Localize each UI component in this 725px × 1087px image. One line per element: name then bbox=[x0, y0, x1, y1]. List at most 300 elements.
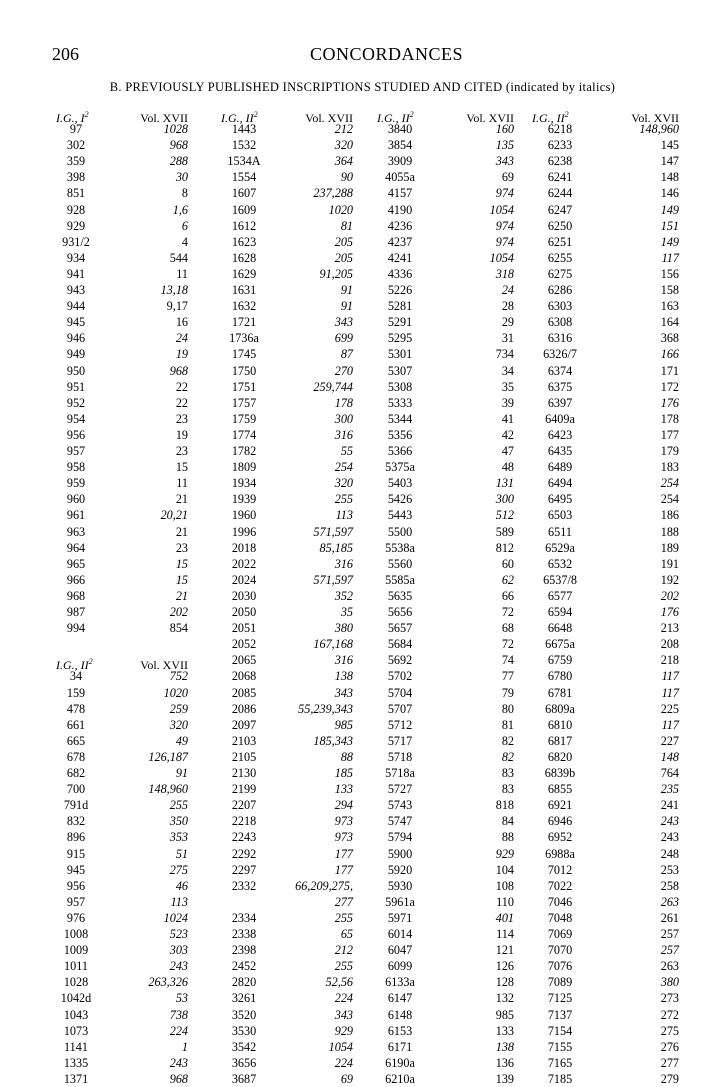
table-row bbox=[532, 974, 679, 990]
table-row bbox=[377, 990, 514, 1006]
table-row bbox=[377, 1039, 514, 1055]
ig-number: 302 bbox=[66, 138, 86, 153]
vol-reference: 191 bbox=[660, 556, 679, 571]
ig-number: 2018 bbox=[231, 540, 257, 555]
vol-reference: 126,187 bbox=[148, 749, 188, 764]
ig-number: 1751 bbox=[231, 379, 257, 394]
ig-number: 5727 bbox=[387, 782, 413, 797]
ig-number: 4241 bbox=[387, 250, 413, 265]
ig-number: 7155 bbox=[547, 1039, 573, 1054]
table-row bbox=[221, 685, 353, 701]
vol-reference: 188 bbox=[660, 524, 679, 539]
table-row bbox=[221, 282, 353, 298]
vol-reference: 350 bbox=[169, 814, 188, 829]
ig-number: 7125 bbox=[547, 991, 573, 1006]
table-row bbox=[377, 1007, 514, 1023]
vol-reference: 21 bbox=[175, 524, 188, 539]
vol-reference: 133 bbox=[495, 1023, 514, 1038]
ig-number: 6820 bbox=[547, 749, 573, 764]
vol-reference: 320 bbox=[334, 138, 353, 153]
vol-reference: 738 bbox=[169, 1007, 188, 1022]
table-row bbox=[532, 797, 679, 813]
vol-reference: 113 bbox=[170, 894, 188, 909]
vol-reference: 854 bbox=[169, 621, 188, 636]
vol-reference: 62 bbox=[501, 572, 514, 587]
ig-number: 4336 bbox=[387, 266, 413, 281]
vol-reference: 1,6 bbox=[172, 202, 188, 217]
table-row bbox=[221, 572, 353, 588]
ig-number: 1721 bbox=[231, 315, 257, 330]
ig-number: 7046 bbox=[547, 894, 573, 909]
table-row bbox=[377, 588, 514, 604]
vol-reference: 352 bbox=[334, 588, 353, 603]
ig-number: 963 bbox=[66, 524, 86, 539]
ig-number: 7185 bbox=[547, 1071, 573, 1086]
ig-number: 6247 bbox=[547, 202, 573, 217]
vol-reference: 148 bbox=[660, 170, 679, 185]
ig-number: 1934 bbox=[231, 476, 257, 491]
table-row bbox=[221, 250, 353, 266]
table-row bbox=[56, 958, 188, 974]
vol-reference: 84 bbox=[501, 814, 514, 829]
table-row bbox=[377, 379, 514, 395]
table-row bbox=[532, 813, 679, 829]
table-row bbox=[56, 749, 188, 765]
ig-number: 1008 bbox=[63, 927, 89, 941]
table-row bbox=[532, 475, 679, 491]
table-row bbox=[56, 540, 188, 556]
table-row bbox=[56, 620, 188, 636]
table-row bbox=[377, 250, 514, 266]
vol-reference: 117 bbox=[661, 669, 679, 684]
table-row bbox=[377, 652, 514, 668]
table-row bbox=[532, 540, 679, 556]
table-row bbox=[377, 749, 514, 765]
table-row bbox=[532, 1055, 679, 1071]
vol-reference: 128 bbox=[495, 975, 514, 990]
ig-number: 6495 bbox=[547, 492, 573, 507]
vol-reference: 72 bbox=[501, 605, 514, 619]
vol-reference: 21 bbox=[175, 588, 188, 603]
ig-number: 5585a bbox=[385, 572, 415, 587]
table-row bbox=[377, 942, 514, 958]
vol-reference: 320 bbox=[169, 717, 188, 732]
vol-reference: 126 bbox=[495, 959, 514, 974]
ig-number: 5900 bbox=[387, 846, 413, 861]
ig-number: 5692 bbox=[387, 653, 413, 668]
vol-reference: 69 bbox=[501, 170, 514, 185]
ig-header: I.G., $II^2$ bbox=[377, 110, 414, 125]
table-row bbox=[377, 620, 514, 636]
ig-number: 5920 bbox=[387, 862, 413, 877]
vol-reference: 1054 bbox=[489, 202, 514, 217]
ig-number: 2052 bbox=[231, 637, 257, 652]
vol-reference: 29 bbox=[501, 315, 514, 330]
table-row bbox=[532, 990, 679, 1006]
table-row bbox=[221, 781, 353, 797]
ig-number: 5308 bbox=[387, 379, 413, 394]
table-row bbox=[377, 491, 514, 507]
ig-number: 5712 bbox=[387, 717, 413, 732]
table-row bbox=[532, 636, 679, 652]
ig-number: 6529a bbox=[545, 540, 575, 555]
ig-number: 6190a bbox=[385, 1055, 415, 1070]
table-row bbox=[56, 701, 188, 717]
table-row bbox=[221, 459, 353, 475]
table-row bbox=[532, 765, 679, 781]
table-row bbox=[56, 668, 188, 684]
table-row bbox=[532, 846, 679, 862]
vol-reference: 343 bbox=[334, 1007, 353, 1022]
ig-number: 2103 bbox=[231, 733, 257, 748]
vol-reference: 8 bbox=[181, 186, 188, 201]
vol-reference: 177 bbox=[334, 862, 353, 877]
vol-reference: 227 bbox=[660, 733, 679, 748]
ig-number: 1073 bbox=[63, 1023, 89, 1038]
ig-number: 851 bbox=[66, 186, 86, 201]
table-row bbox=[221, 411, 353, 427]
table-row bbox=[377, 459, 514, 475]
ig-number: 950 bbox=[66, 363, 86, 378]
vol-reference: 224 bbox=[334, 991, 353, 1006]
vol-reference: 699 bbox=[334, 331, 353, 346]
ig-number: 6952 bbox=[547, 830, 573, 845]
ig-number: 1736a bbox=[229, 331, 259, 346]
vol-reference: 255 bbox=[334, 959, 353, 974]
table-row bbox=[532, 185, 679, 201]
table-row bbox=[532, 958, 679, 974]
vol-reference: 51 bbox=[175, 846, 188, 861]
vol-reference: 272 bbox=[660, 1007, 679, 1022]
table-row bbox=[56, 411, 188, 427]
vol-reference: 135 bbox=[495, 138, 514, 153]
vol-reference: 68 bbox=[501, 621, 514, 636]
vol-reference: 571,597 bbox=[313, 524, 353, 539]
ig-number: 6255 bbox=[547, 250, 573, 265]
vol-reference: 818 bbox=[495, 798, 514, 813]
table-row bbox=[377, 540, 514, 556]
table-row bbox=[221, 266, 353, 282]
ig-number: 943 bbox=[66, 283, 86, 297]
ig-number: 896 bbox=[66, 830, 86, 845]
vol-reference: 544 bbox=[169, 250, 188, 265]
table-row bbox=[377, 363, 514, 379]
vol-reference: 353 bbox=[169, 830, 188, 845]
table-row bbox=[221, 169, 353, 185]
vol-reference: 85,185 bbox=[319, 540, 353, 555]
vol-reference: 30 bbox=[175, 170, 188, 185]
ig-number: 6375 bbox=[547, 379, 573, 394]
vol-reference: 138 bbox=[334, 669, 353, 684]
table-row bbox=[377, 958, 514, 974]
vol-reference: 4 bbox=[181, 234, 188, 249]
vol-reference: 294 bbox=[334, 798, 353, 813]
vol-header: Vol. XVII bbox=[305, 111, 353, 125]
ig-number: 6244 bbox=[547, 186, 573, 201]
vol-reference: 973 bbox=[334, 814, 353, 829]
ig-number: 1609 bbox=[231, 202, 257, 217]
vol-reference: 205 bbox=[334, 234, 353, 249]
vol-reference: 254 bbox=[660, 476, 679, 491]
ig-number: 6921 bbox=[547, 798, 573, 813]
vol-reference: 225 bbox=[660, 701, 679, 716]
table-row bbox=[56, 121, 188, 137]
table-row bbox=[532, 926, 679, 942]
vol-reference: 300 bbox=[334, 411, 353, 426]
ig-number: 6133a bbox=[385, 975, 415, 990]
ig-number: 6250 bbox=[547, 218, 573, 233]
ig-number: 3909 bbox=[387, 154, 413, 169]
ig-number: 5707 bbox=[387, 701, 413, 716]
ig-number: 5344 bbox=[387, 411, 413, 426]
ig-number: 6047 bbox=[387, 943, 413, 958]
vol-reference: 178 bbox=[660, 411, 679, 426]
table-row bbox=[377, 475, 514, 491]
ig-number: 5375a bbox=[385, 460, 415, 475]
vol-reference: 273 bbox=[660, 991, 679, 1006]
table-row bbox=[56, 974, 188, 990]
ig-number: 1612 bbox=[231, 218, 257, 233]
ig-number: 7089 bbox=[547, 975, 573, 990]
ig-number: 5356 bbox=[387, 427, 413, 442]
vol-reference: 929 bbox=[495, 846, 514, 861]
ig-number: 2334 bbox=[231, 910, 257, 925]
table-row bbox=[532, 218, 679, 234]
table-row bbox=[56, 1071, 188, 1087]
ig-number: 3840 bbox=[387, 122, 413, 136]
table-row bbox=[532, 1007, 679, 1023]
vol-reference: 241 bbox=[660, 798, 679, 813]
vol-reference: 132 bbox=[495, 991, 514, 1006]
ig-number: 1443 bbox=[231, 122, 257, 136]
table-row bbox=[221, 298, 353, 314]
vol-reference: 110 bbox=[496, 894, 514, 909]
ig-number: 2085 bbox=[231, 685, 257, 700]
vol-reference: 255 bbox=[334, 492, 353, 507]
ig-number: 6397 bbox=[547, 395, 573, 410]
vol-reference: 985 bbox=[334, 717, 353, 732]
vol-reference: 512 bbox=[495, 508, 514, 523]
ig-number: 6594 bbox=[547, 605, 573, 619]
vol-reference: 49 bbox=[175, 733, 188, 748]
vol-reference: 259,744 bbox=[313, 379, 353, 394]
table-row bbox=[221, 829, 353, 845]
ig-number: 3854 bbox=[387, 138, 413, 153]
table-row bbox=[221, 524, 353, 540]
vol-reference: 968 bbox=[169, 363, 188, 378]
table-row bbox=[532, 137, 679, 153]
vol-reference: 243 bbox=[169, 959, 188, 974]
table-row bbox=[377, 1071, 514, 1087]
vol-reference: 929 bbox=[334, 1023, 353, 1038]
table-row bbox=[532, 491, 679, 507]
table-row bbox=[221, 942, 353, 958]
vol-reference: 192 bbox=[660, 572, 679, 587]
ig-number: 1371 bbox=[63, 1071, 89, 1086]
ig-number: 665 bbox=[66, 733, 86, 748]
ig-number: 1623 bbox=[231, 234, 257, 249]
ig-number: 5961a bbox=[385, 894, 415, 909]
vol-reference: 254 bbox=[660, 492, 679, 507]
vol-reference: 202 bbox=[169, 605, 188, 619]
vol-reference: 343 bbox=[334, 315, 353, 330]
table-row bbox=[221, 926, 353, 942]
table-row bbox=[221, 894, 353, 910]
ig-number: 398 bbox=[66, 170, 86, 185]
ig-number: 951 bbox=[66, 379, 86, 394]
ig-number: 945 bbox=[66, 315, 86, 330]
table-row bbox=[56, 1055, 188, 1071]
section-heading-text: B. PREVIOUSLY PUBLISHED INSCRIPTIONS STUDIED AND CITED bbox=[109, 80, 503, 94]
table-row bbox=[377, 717, 514, 733]
vol-reference: 380 bbox=[334, 621, 353, 636]
table-row bbox=[377, 121, 514, 137]
vol-reference: 300 bbox=[495, 492, 514, 507]
ig-number: 2207 bbox=[231, 798, 257, 813]
table-row bbox=[377, 1023, 514, 1039]
vol-reference: 53 bbox=[175, 991, 188, 1006]
ig-number: 3530 bbox=[231, 1023, 257, 1038]
ig-number: 1141 bbox=[64, 1039, 88, 1054]
table-row bbox=[532, 314, 679, 330]
table-row bbox=[532, 685, 679, 701]
table-row bbox=[221, 797, 353, 813]
ig-number: 5538a bbox=[385, 540, 415, 555]
table-row bbox=[56, 427, 188, 443]
ig-number: 2105 bbox=[231, 749, 257, 764]
ig-number: 987 bbox=[66, 605, 86, 619]
ig-number: 1757 bbox=[231, 395, 257, 410]
vol-reference: 34 bbox=[501, 363, 514, 378]
ig-number: 915 bbox=[66, 846, 86, 861]
vol-reference: 401 bbox=[495, 910, 514, 925]
ig-number: 968 bbox=[66, 588, 86, 603]
table-row bbox=[56, 524, 188, 540]
vol-reference: 11 bbox=[176, 476, 188, 491]
table-row bbox=[377, 169, 514, 185]
ig-number: 5656 bbox=[387, 605, 413, 619]
table-row bbox=[532, 282, 679, 298]
vol-reference: 259 bbox=[169, 701, 188, 716]
vol-reference: 149 bbox=[660, 202, 679, 217]
vol-reference: 343 bbox=[334, 685, 353, 700]
table-row bbox=[56, 556, 188, 572]
ig-number: 5500 bbox=[387, 524, 413, 539]
vol-reference: 172 bbox=[660, 379, 679, 394]
ig-number: 682 bbox=[66, 766, 86, 780]
table-row bbox=[221, 765, 353, 781]
table-row bbox=[377, 781, 514, 797]
table-row bbox=[56, 169, 188, 185]
vol-reference: 66,209,275, bbox=[295, 878, 353, 893]
ig-number: 1745 bbox=[231, 347, 257, 362]
table-row bbox=[221, 910, 353, 926]
vol-reference: 243 bbox=[169, 1055, 188, 1070]
ig-number: 966 bbox=[66, 572, 86, 587]
ig-number: 6099 bbox=[387, 959, 413, 974]
vol-reference: 176 bbox=[660, 605, 679, 619]
ig-number: 945 bbox=[66, 862, 86, 877]
table-row bbox=[532, 202, 679, 218]
ig-number: 791d bbox=[63, 798, 89, 813]
ig-number: 6218 bbox=[547, 122, 573, 136]
ig-number: 2292 bbox=[231, 846, 257, 861]
vol-reference: 21 bbox=[175, 492, 188, 507]
ig-header-superscript: 2 bbox=[564, 110, 569, 119]
ig-number: 957 bbox=[66, 444, 86, 458]
ig-number: 2199 bbox=[231, 782, 257, 797]
table-row bbox=[377, 604, 514, 620]
table-row bbox=[377, 218, 514, 234]
vol-reference: 364 bbox=[334, 154, 353, 169]
table-row bbox=[221, 604, 353, 620]
table-row bbox=[377, 137, 514, 153]
ig-number: 6817 bbox=[547, 733, 573, 748]
ig-number: 6014 bbox=[387, 927, 413, 941]
vol-reference: 205 bbox=[334, 250, 353, 265]
table-row bbox=[377, 878, 514, 894]
table-row bbox=[532, 668, 679, 684]
ig-header: I.G., $II^2$ bbox=[56, 657, 93, 673]
vol-reference: 158 bbox=[660, 283, 679, 297]
ig-number: 1809 bbox=[231, 460, 257, 475]
vol-reference: 138 bbox=[495, 1039, 514, 1054]
vol-reference: 24 bbox=[501, 283, 514, 297]
vol-reference: 764 bbox=[660, 766, 679, 780]
ig-number: 2243 bbox=[231, 830, 257, 845]
vol-reference: 91 bbox=[340, 299, 353, 314]
table-row bbox=[377, 524, 514, 540]
table-row bbox=[221, 491, 353, 507]
ig-number: 1996 bbox=[231, 524, 257, 539]
table-row bbox=[221, 1055, 353, 1071]
ig-number: 6435 bbox=[547, 444, 573, 458]
table-row bbox=[532, 910, 679, 926]
ig-number: 965 bbox=[66, 556, 86, 571]
ig-number: 994 bbox=[66, 621, 86, 636]
page-number: 206 bbox=[52, 44, 79, 64]
vol-reference: 81 bbox=[340, 218, 353, 233]
table-row bbox=[56, 346, 188, 362]
vol-reference: 212 bbox=[334, 122, 353, 136]
vol-reference: 22 bbox=[175, 379, 188, 394]
ig-number: 6537/8 bbox=[543, 572, 577, 587]
ig-number: 5307 bbox=[387, 363, 413, 378]
table-row bbox=[377, 862, 514, 878]
ig-number: 1628 bbox=[231, 250, 257, 265]
vol-reference: 24 bbox=[175, 331, 188, 346]
vol-reference: 1024 bbox=[163, 910, 188, 925]
vol-reference: 212 bbox=[334, 943, 353, 958]
table-row bbox=[221, 346, 353, 362]
vol-reference: 133 bbox=[334, 782, 353, 797]
table-row bbox=[56, 459, 188, 475]
vol-reference: 985 bbox=[495, 1007, 514, 1022]
table-row bbox=[532, 411, 679, 427]
ig-number: 5930 bbox=[387, 878, 413, 893]
table-row bbox=[377, 507, 514, 523]
table-row bbox=[221, 234, 353, 250]
table-row bbox=[56, 250, 188, 266]
vol-reference: 973 bbox=[334, 830, 353, 845]
vol-reference: 164 bbox=[660, 315, 679, 330]
table-row bbox=[221, 443, 353, 459]
table-row bbox=[532, 894, 679, 910]
table-row bbox=[377, 346, 514, 362]
table-row bbox=[532, 1023, 679, 1039]
ig-number: 2065 bbox=[231, 653, 257, 668]
ig-number: 6316 bbox=[547, 331, 573, 346]
